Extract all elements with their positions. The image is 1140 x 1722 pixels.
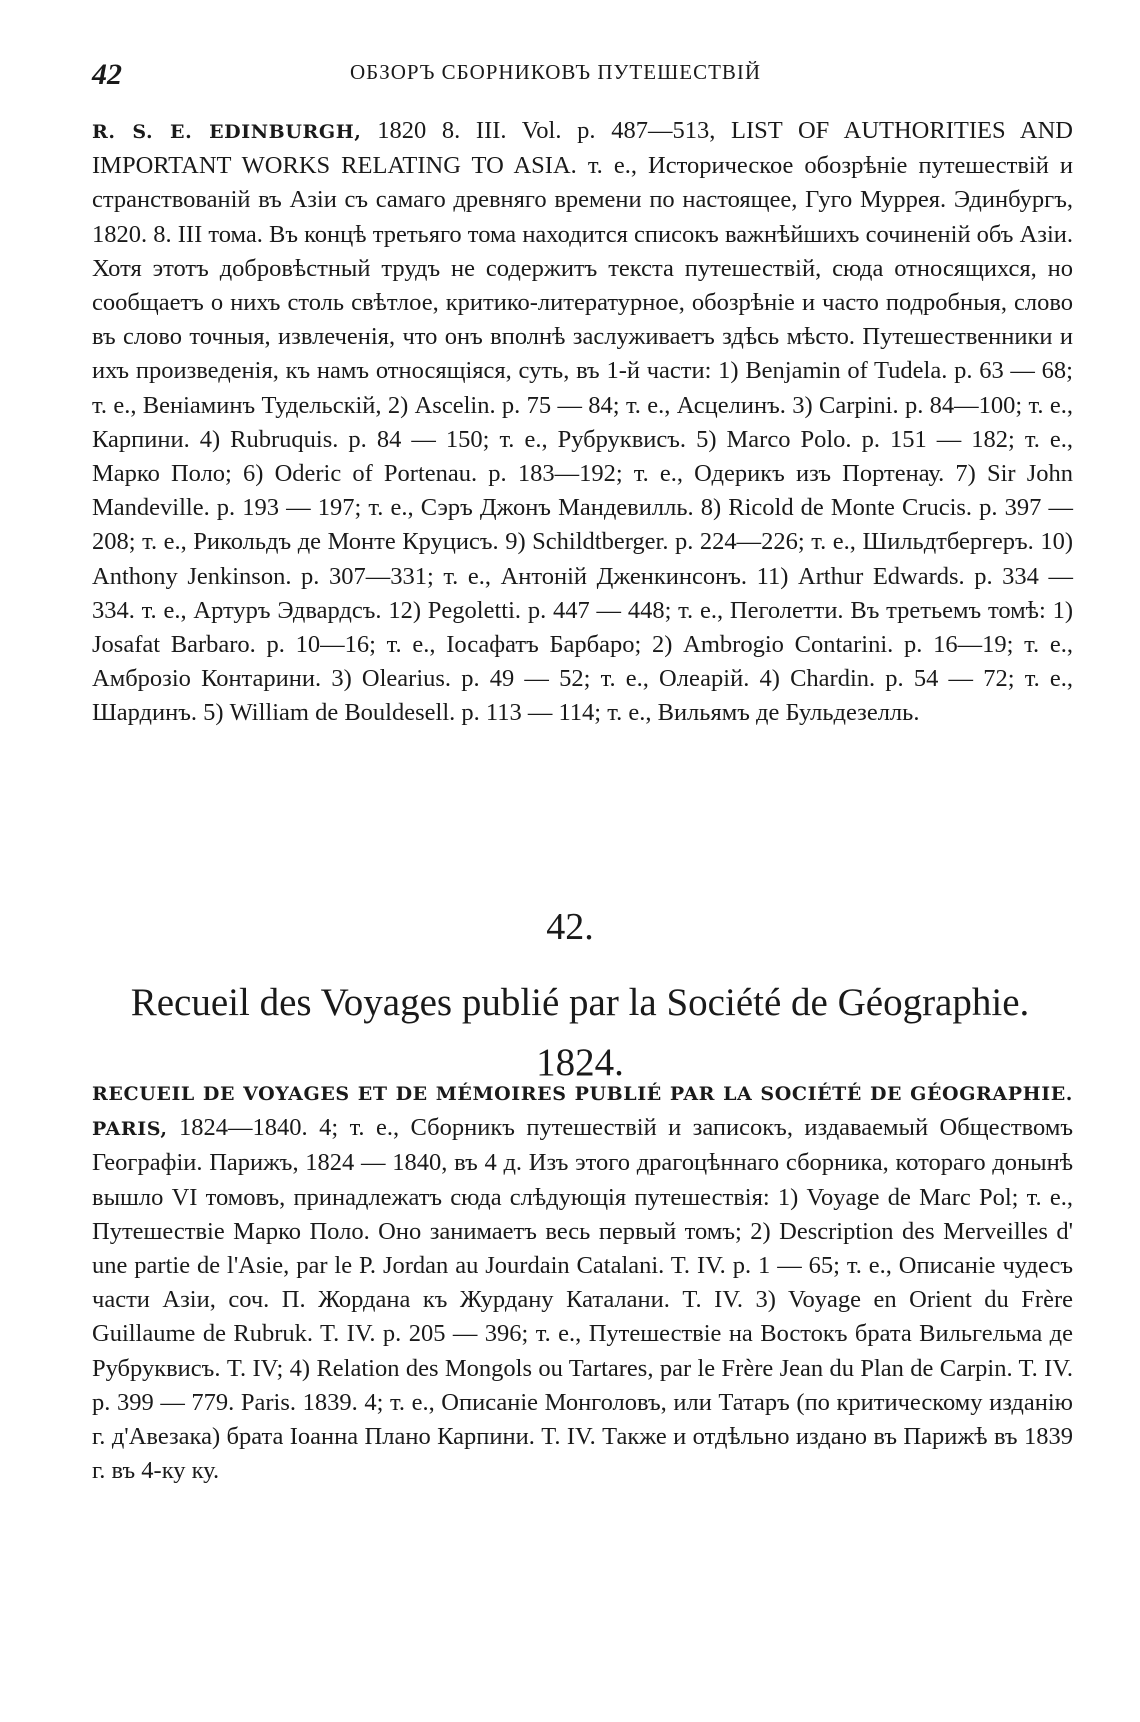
entry-41-body: 1820 8. III. Vol. p. 487—513, LIST OF AUTHORITIES AND IMPORTANT WORKS RELATING TO ASIA. т. е., Историческое обозрѣніе путешествій и странствованій въ Азіи съ самаго древняго времени по настоящее, Гуго Муррея. Эдинбургъ, 1820. 8. III тома. Въ концѣ третьяго тома находится списокъ важнѣйшихъ сочиненій объ Азіи. Хотя этотъ добровѣстный трудъ не содержитъ текста путешествій, сюда относящихся, но сообщаетъ о нихъ столь свѣтлое, критико-литературное, обозрѣніе и часто подробныя, слово въ слово точныя, извлеченія, что онъ вполнѣ заслуживаетъ здѣсь мѣсто. Путешественники и ихъ произведенія, къ намъ относящіяся, суть, въ 1-й части: 1) Benjamin of Tudela. p. 63 — 68; т. е., Веніаминъ Тудельскій, 2) Ascelin. p. 75 — 84; т. е., Асцелинъ. 3) Carpini. p. 84—100; т. е., Карпини. 4) Rubruquis. p. 84 — 150; т. е., Рубруквисъ. 5) Marco Polo. p. 151 — 182; т. е., Марко Поло; 6) Oderic of Portenau. p. 183—192; т. е., Одерикъ изъ Портенау. 7) Sir John Mandeville. p. 193 — 197; т. е., Сэръ Джонъ Мандевилль. 8) Ricold de Monte Crucis. p. 397 — 208; т. е., Рикольдъ де Монте Круцисъ. 9) Schildtberger. p. 224—226; т. е., Шильдтбергеръ. 10) Anthony Jenkinson. p. 307—331; т. е., Антоній Дженкинсонъ. 11) Arthur Edwards. p. 334 — 334. т. е., Артуръ Эдвардсъ. 12) Pegoletti. p. 447 — 448; т. е., Пеголетти. Въ третьемъ томѣ: 1) Josafat Barbaro. p. 10—16; т. е., Іосафатъ Барбаро; 2) Ambrogio Contarini. p. 16—19; т. е., Амброзіо Контарини. 3) Olearius. p. 49 — 52; т. е., Олеарій. 4) Chardin. p. 54 — 72; т. е., Шардинъ. 5) William de Bouldesell. p. 113 — 114; т. е., Вильямъ де Бульдезелль.	[92, 117, 1073, 727]
section-number: 42.	[546, 906, 594, 948]
running-head	[92, 52, 1072, 92]
running-title: ОБЗОРЪ СБОРНИКОВЪ ПУТЕШЕСТВІЙ	[350, 60, 762, 84]
page-number: 42	[92, 58, 122, 91]
entry-42-lead: RECUEIL DE VOYAGES ET DE MÉMOIRES PUBLIÉ PAR LA SOCIÉTÉ DE GÉOGRAPHIE. PARIS,	[92, 1083, 1073, 1141]
section-title: Recueil des Voyages publié par la Société de Géographie. 1824.	[130, 981, 1030, 1084]
entry-42-paragraph	[92, 1076, 1073, 1488]
entry-41-lead: R. S. E. EDINBURGH,	[92, 121, 362, 143]
entry-41-paragraph	[92, 114, 1073, 731]
entry-42-body: 1824—1840. 4; т. е., Сборникъ путешествій и записокъ, издаваемый Обществомъ Географіи. Парижъ, 1824 — 1840, въ 4 д. Изъ этого драгоцѣннаго сборника, котораго донынѣ вышло VI томовъ, принадлежатъ сюда слѣдующія путешествія: 1) Voyage de Marc Pol; т. е., Путешествіе Марко Поло. Оно занимаетъ весь первый томъ; 2) Description des Merveilles d' une partie de l'Asie, par le P. Jordan au Jourdain Catalani. T. IV. p. 1 — 65; т. е., Описаніе чудесъ части Азіи, соч. П. Жордана къ Журдану Каталани. T. IV. 3) Voyage en Orient du Frère Guillaume de Rubruk. T. IV. p. 205 — 396; т. е., Путешествіе на Востокъ брата Вильгельма де Рубруквисъ. T. IV; 4) Relation des Mongols ou Tartares, par le Frère Jean du Plan de Carpin. T. IV. p. 399 — 779. Paris. 1839. 4; т. е., Описаніе Монголовъ, или Татаръ (по критическому изданію г. д'Авезака) брата Іоанна Плано Карпини. T. IV. Также и отдѣльно издано въ Парижѣ въ 1839 г. въ 4-ку ку.	[92, 1114, 1073, 1485]
